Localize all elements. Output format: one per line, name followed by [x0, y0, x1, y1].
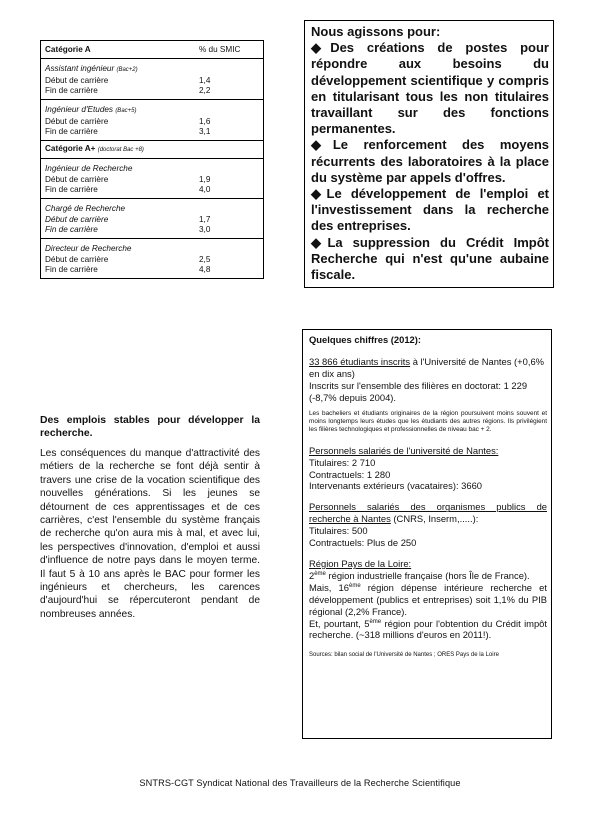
salary-group-charge-recherche: [41, 199, 263, 239]
organismes-heading: [309, 501, 547, 525]
category-a-heading: Catégorie A: [45, 45, 91, 54]
emplois-title: Des emplois stables pour développer la recherche.: [40, 415, 260, 439]
table-row: [45, 127, 259, 137]
table-row: [45, 185, 259, 195]
chiffres-title: Quelques chiffres (2012):: [309, 334, 422, 345]
agissons-item: [311, 137, 549, 186]
agissons-item-text: Le développement de l'emploi et l'investissement dans la recherche des entreprises.: [311, 186, 549, 234]
region-line-prefix: Mais,: [309, 581, 339, 593]
students-rest: à l'Université de Nantes (+0,6% en dix ans): [309, 355, 544, 379]
row-value: 1,6: [199, 117, 211, 126]
group-title: Ingénieur de Recherche: [45, 164, 133, 173]
table-row: [45, 215, 259, 225]
diamond-bullet-icon: ◆: [311, 40, 331, 56]
region-line-text: région dépense intérieure recherche et développement (publics et entreprises) soit 1,1% du PIB régional (2,2% France).: [309, 581, 547, 617]
percent-smic-heading: % du SMIC: [199, 45, 241, 54]
organismes-titulaires: Titulaires: 500: [309, 525, 368, 537]
table-row: [45, 117, 259, 127]
emplois-section: [40, 414, 260, 621]
row-label: Fin de carrière: [45, 265, 98, 274]
region-rank: 5: [364, 617, 370, 629]
agissons-item: [311, 186, 549, 235]
region-line-1: [309, 570, 547, 582]
group-title: Ingénieur d'Etudes: [45, 105, 114, 114]
students-count: 33 866 étudiants inscrits: [309, 355, 411, 367]
row-label: Fin de carrière: [45, 225, 98, 234]
diamond-bullet-icon: ◆: [311, 234, 328, 250]
students-line: [309, 356, 547, 380]
personnels-organismes: [309, 501, 547, 549]
personnels-title: Personnels salariés de l'université de Nantes:: [309, 444, 499, 456]
salary-group-directeur-recherche: [41, 239, 263, 278]
salary-table: [40, 40, 264, 279]
personnels-universite: [309, 445, 547, 493]
region-line-2: [309, 582, 547, 618]
table-row: [45, 265, 259, 275]
row-value: 4,8: [199, 265, 211, 274]
region-title: Région Pays de la Loire:: [309, 558, 412, 569]
row-value: 4,0: [199, 185, 211, 194]
organismes-title: Personnels salariés des organismes publics de recherche à Nantes: [309, 501, 547, 525]
region-line-text: région industrielle française (hors Île de France).: [325, 569, 530, 581]
row-value: 1,7: [199, 215, 211, 224]
region-rank-suffix: ème: [348, 582, 361, 589]
row-label: Fin de carrière: [45, 185, 98, 194]
row-label: Début de carrière: [45, 175, 109, 184]
table-row: [45, 175, 259, 185]
group-title-sub: (Bac+2): [116, 67, 138, 73]
row-label: Début de carrière: [45, 117, 109, 126]
region-rank: 16: [338, 581, 349, 593]
agissons-title: Nous agissons pour:: [311, 24, 441, 39]
agissons-item-text: Le renforcement des moyens récurrents des laboratoires à la place du système par appels d'offres.: [311, 137, 549, 185]
group-title: Directeur de Recherche: [45, 244, 132, 253]
row-value: 2,5: [199, 255, 211, 264]
personnels-contractuels: Contractuels: 1 280: [309, 468, 391, 480]
category-sub: (doctorat Bac +8): [97, 147, 144, 153]
row-value: 2,2: [199, 86, 211, 95]
emplois-body: Les conséquences du manque d'attractivité des métiers de la recherche se font déjà sentir à travers une crise de la vocation scientifique des nouvelles générations. Si les jeunes se détournent de ces apprentissages et de ces carrières, c'est l'ensemble du système français de recherche qu'on aura mis à mal, et avec lui, les perspectives d'innovation, d'emploi et aussi d'influence de notre pays dans le moyen terme. Il faut 5 à 10 ans après le BAC pour former les ingénieurs et chercheurs, les carences d'aujourd'hui se répercuteront pendant de nombreuses années.: [40, 448, 260, 620]
row-label: Fin de carrière: [45, 127, 98, 136]
table-row: [45, 86, 259, 96]
sources-note: Sources: bilan social de l'Université de Nantes ; ORES Pays de la Loire: [309, 652, 499, 659]
row-value: 1,9: [199, 175, 211, 184]
row-label: Début de carrière: [45, 255, 109, 264]
region-rank: 2: [309, 569, 315, 581]
salary-group-ingenieur-etudes: [41, 100, 263, 141]
agissons-item: [311, 40, 549, 137]
region-pays-de-la-loire: [309, 558, 547, 641]
table-row: [45, 225, 259, 235]
organismes-rest: (CNRS, Inserm,.....):: [390, 513, 479, 525]
region-rank-suffix: ème: [314, 570, 326, 577]
group-title: Assistant ingénieur: [45, 64, 115, 73]
region-line-prefix: Et, pourtant,: [309, 617, 365, 629]
region-rank-suffix: ème: [369, 618, 382, 625]
diamond-bullet-icon: ◆: [311, 137, 333, 153]
personnels-vacataires: Intervenants extérieurs (vacataires): 3660: [309, 480, 483, 492]
salary-group-ingenieur-recherche: [41, 159, 263, 199]
group-title: Chargé de Recherche: [45, 204, 126, 213]
agissons-item: [311, 235, 549, 284]
salary-group-assistant-ingenieur: [41, 59, 263, 100]
page-footer: SNTRS-CGT Syndicat National des Travailleurs de la Recherche Scientifique: [139, 778, 461, 788]
agissons-item-text: Des créations de postes pour répondre aux besoins du développement scientifique y compris en titularisant tous les non titulaires travaillant sur des fonctions permanentes.: [311, 40, 549, 137]
category-label: Catégorie A+: [45, 144, 96, 153]
row-value: 3,1: [199, 127, 211, 136]
bacheliers-note: Les bacheliers et étudiants originaires de la région poursuivent moins souvent et moins longtemps leurs études que les étudiants des autres régions. Ils privilégient les filières technologiques et professionnelles de niveau bac + 2.: [309, 409, 547, 434]
group-title-sub: (Bac+5): [115, 108, 137, 114]
row-label: Fin de carrière: [45, 86, 98, 95]
chiffres-box: [302, 329, 552, 739]
row-value: 3,0: [199, 225, 211, 234]
row-label: Début de carrière: [45, 76, 109, 85]
organismes-contractuels: Contractuels: Plus de 250: [309, 537, 417, 549]
agissons-item-text: La suppression du Crédit Impôt Recherche qui n'est qu'une aubaine fiscale.: [311, 234, 549, 283]
agissons-box: [304, 20, 554, 288]
table-row: [45, 76, 259, 86]
doctorat-line: Inscrits sur l'ensemble des filières en doctorat: 1 229 (-8,7% depuis 2004).: [309, 379, 528, 403]
table-row: [45, 255, 259, 265]
region-line-3: [309, 618, 547, 642]
diamond-bullet-icon: ◆: [311, 186, 327, 202]
category-a-plus-heading: [41, 141, 263, 159]
salary-table-header: [41, 41, 263, 59]
row-value: 1,4: [199, 76, 211, 85]
region-line-text: région pour l'obtention du Crédit impôt recherche. (~318 millions d'euros en 2011!).: [309, 617, 547, 641]
personnels-titulaires: Titulaires: 2 710: [309, 456, 376, 468]
row-label: Début de carrière: [45, 215, 109, 224]
